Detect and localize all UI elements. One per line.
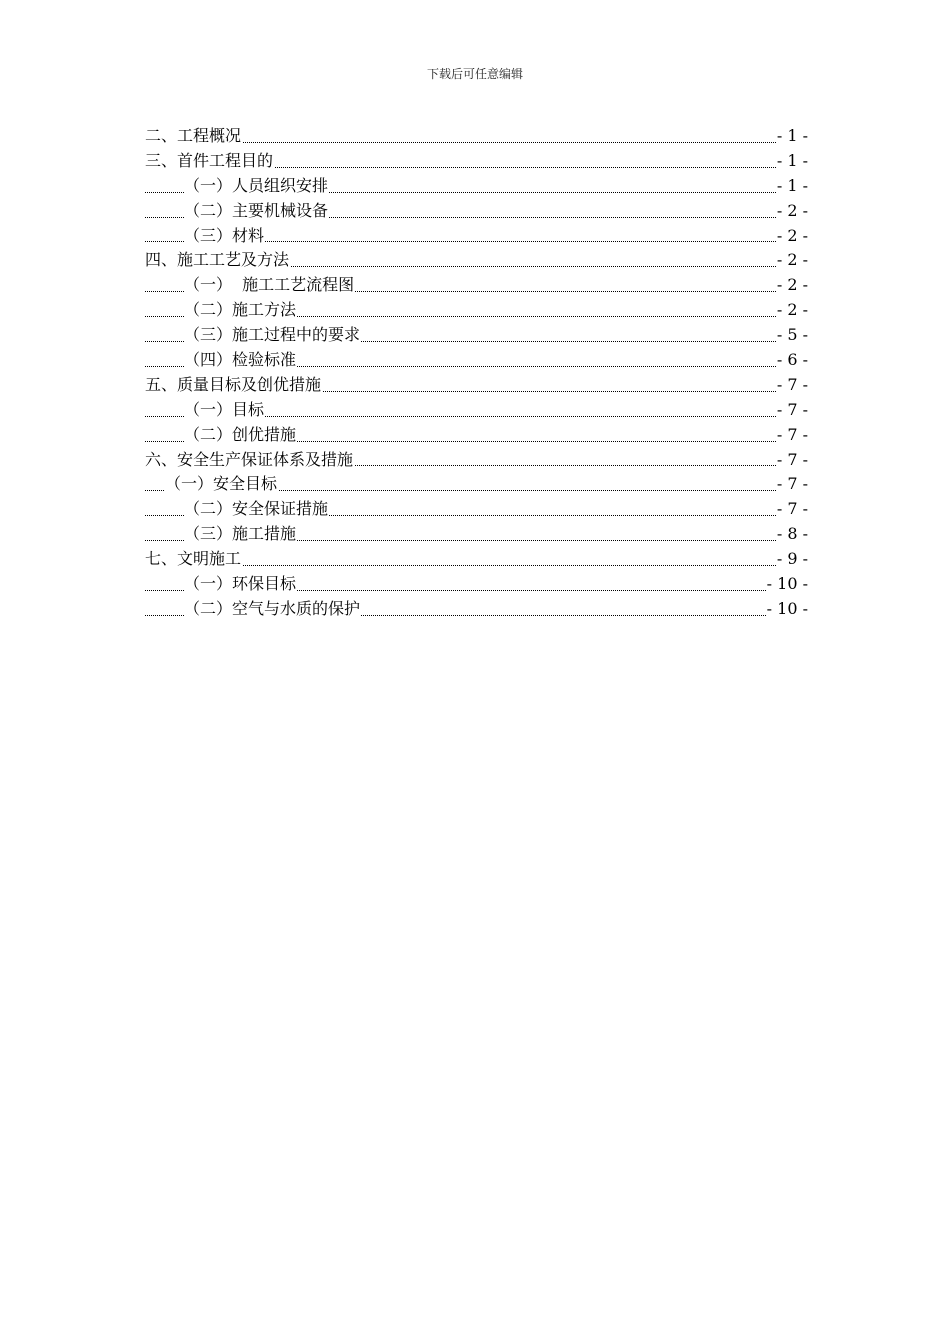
toc-entry-page: - 2 - (776, 224, 808, 249)
toc-entry-title: （二）空气与水质的保护 (184, 597, 361, 622)
toc-entry[interactable] (145, 472, 808, 497)
toc-entry-title: （一）目标 (184, 398, 265, 423)
toc-entry-page: - 7 - (776, 398, 808, 423)
toc-entry[interactable] (145, 248, 808, 273)
toc-entry-title: （二）施工方法 (184, 298, 297, 323)
toc-entry-page: - 10 - (766, 597, 808, 622)
toc-entry-page: - 2 - (776, 248, 808, 273)
toc-entry[interactable] (145, 448, 808, 473)
dot-leader (145, 142, 808, 143)
toc-entry-title: （二）安全保证措施 (184, 497, 329, 522)
toc-entry-title: （一）安全目标 (165, 472, 278, 497)
toc-entry-title: 二、工程概况 (145, 124, 242, 149)
toc-entry-title: 五、质量目标及创优措施 (145, 373, 322, 398)
toc-entry-page: - 10 - (766, 572, 808, 597)
toc-entry[interactable] (145, 124, 808, 149)
toc-entry[interactable] (145, 224, 808, 249)
toc-entry[interactable] (145, 298, 808, 323)
toc-entry[interactable] (145, 174, 808, 199)
header-note: 下载后可任意编辑 (426, 67, 523, 81)
toc-entry[interactable] (145, 323, 808, 348)
toc-entry[interactable] (145, 497, 808, 522)
toc-entry-title: （二）创优措施 (184, 423, 297, 448)
toc-entry-page: - 7 - (776, 373, 808, 398)
toc-entry-title: （四）检验标准 (184, 348, 297, 373)
toc-entry-page: - 2 - (776, 298, 808, 323)
toc-entry[interactable] (145, 398, 808, 423)
toc-entry-page: - 9 - (776, 547, 808, 572)
toc-entry-page: - 6 - (776, 348, 808, 373)
toc-entry[interactable] (145, 522, 808, 547)
toc-entry-title: 七、文明施工 (145, 547, 242, 572)
toc-entry[interactable] (145, 348, 808, 373)
toc-entry[interactable] (145, 273, 808, 298)
toc-entry[interactable] (145, 547, 808, 572)
toc-entry[interactable] (145, 149, 808, 174)
toc-entry-page: - 1 - (776, 174, 808, 199)
toc-entry-title: （三）施工过程中的要求 (184, 323, 361, 348)
toc-entry-title: （一）环保目标 (184, 572, 297, 597)
toc-entry-title: （一） 施工工艺流程图 (184, 273, 355, 298)
toc-entry-page: - 7 - (776, 472, 808, 497)
toc-entry-title: （三）材料 (184, 224, 265, 249)
table-of-contents (145, 124, 808, 622)
toc-entry-page: - 2 - (776, 273, 808, 298)
toc-entry-title: （二）主要机械设备 (184, 199, 329, 224)
toc-entry[interactable] (145, 572, 808, 597)
toc-entry-title: 六、安全生产保证体系及措施 (145, 448, 354, 473)
toc-entry-page: - 2 - (776, 199, 808, 224)
toc-entry-page: - 1 - (776, 149, 808, 174)
toc-entry-page: - 7 - (776, 497, 808, 522)
toc-entry-title: 三、首件工程目的 (145, 149, 274, 174)
toc-entry-title: （三）施工措施 (184, 522, 297, 547)
toc-entry-title: （一）人员组织安排 (184, 174, 329, 199)
toc-entry-page: - 7 - (776, 423, 808, 448)
toc-entry-page: - 7 - (776, 448, 808, 473)
dot-leader (145, 565, 808, 566)
toc-entry[interactable] (145, 423, 808, 448)
toc-entry[interactable] (145, 373, 808, 398)
toc-entry-page: - 1 - (776, 124, 808, 149)
toc-entry-page: - 5 - (776, 323, 808, 348)
toc-entry[interactable] (145, 597, 808, 622)
toc-entry-title: 四、施工工艺及方法 (145, 248, 290, 273)
toc-entry[interactable] (145, 199, 808, 224)
toc-entry-page: - 8 - (776, 522, 808, 547)
